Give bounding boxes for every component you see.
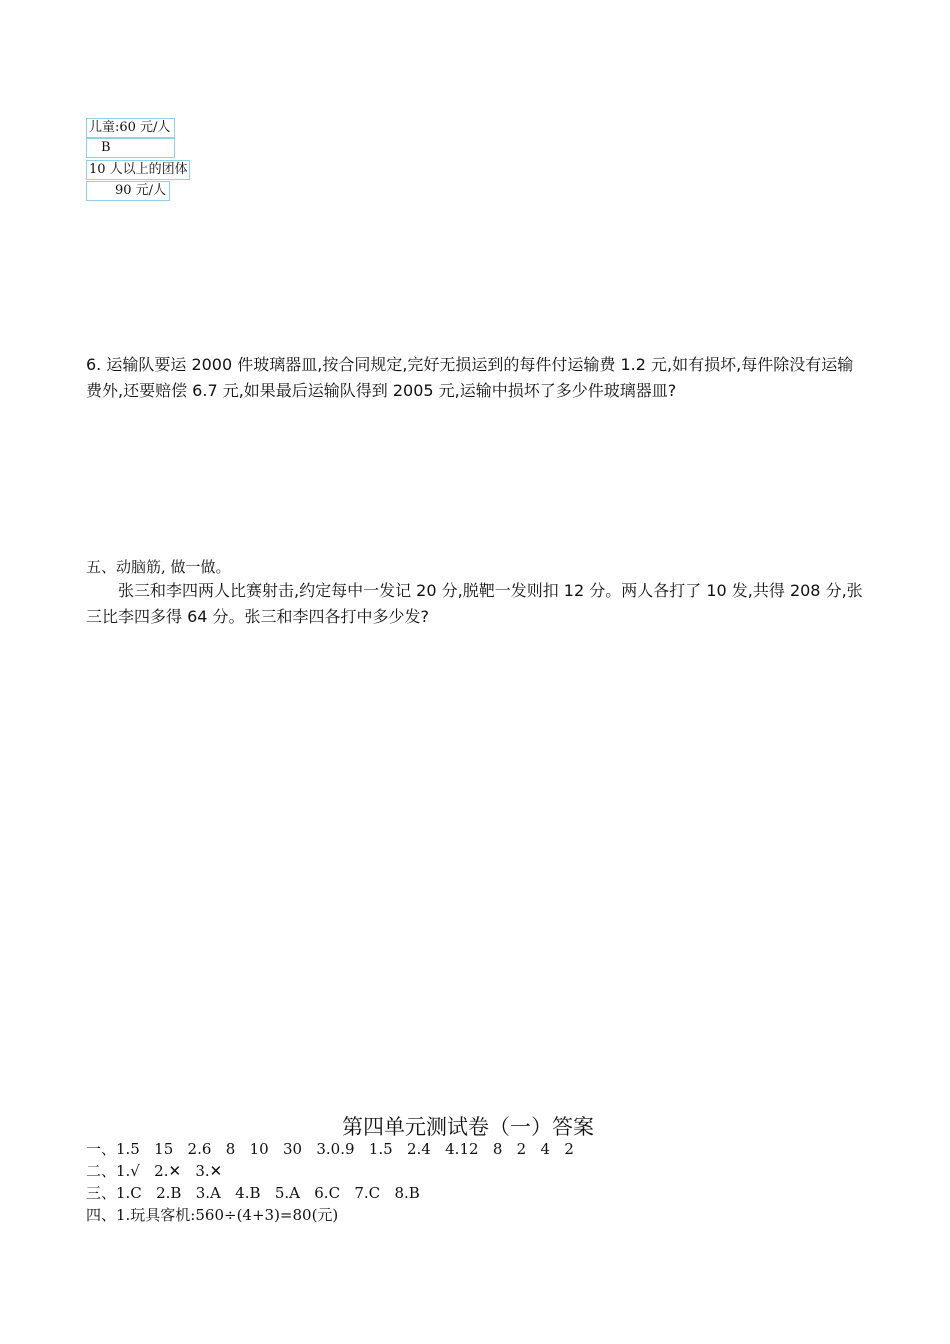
section-5-line-2: 三比李四多得 64 分。张三和李四各打中多少发? [86, 607, 430, 626]
group-price-cell: 90 元/人 [86, 181, 170, 201]
answer-row-4: 四、1.玩具客机:560÷(4+3)=80(元) [86, 1206, 339, 1224]
question-6-line-1: 6. 运输队要运 2000 件玻璃器皿,按合同规定,完好无损运到的每件付运输费 1.2 元,如有损坏,每件除没有运输 [86, 355, 854, 374]
answers-title: 第四单元测试卷（一）答案 [342, 1115, 594, 1139]
section-5-line-1: 张三和李四两人比赛射击,约定每中一发记 20 分,脱靶一发则扣 12 分。两人各打了 10 发,共得 208 分,张 [118, 581, 863, 600]
option-b-cell: B [86, 138, 175, 158]
answer-row-1: 一、1.5 15 2.6 8 10 30 3.0.9 1.5 2.4 4.12 8 2 4 2 [86, 1140, 574, 1158]
answer-row-2: 二、1.√ 2.✕ 3.✕ [86, 1162, 223, 1180]
answer-row-3: 三、1.C 2.B 3.A 4.B 5.A 6.C 7.C 8.B [86, 1184, 420, 1202]
section-5-heading: 五、动脑筋, 做一做。 [86, 558, 231, 576]
group-label-cell: 10 人以上的团体 [86, 160, 190, 180]
child-price-cell: 儿童:60 元/人 [86, 118, 175, 138]
question-6-line-2: 费外,还要赔偿 6.7 元,如果最后运输队得到 2005 元,运输中损坏了多少件玻璃器皿? [86, 381, 677, 400]
